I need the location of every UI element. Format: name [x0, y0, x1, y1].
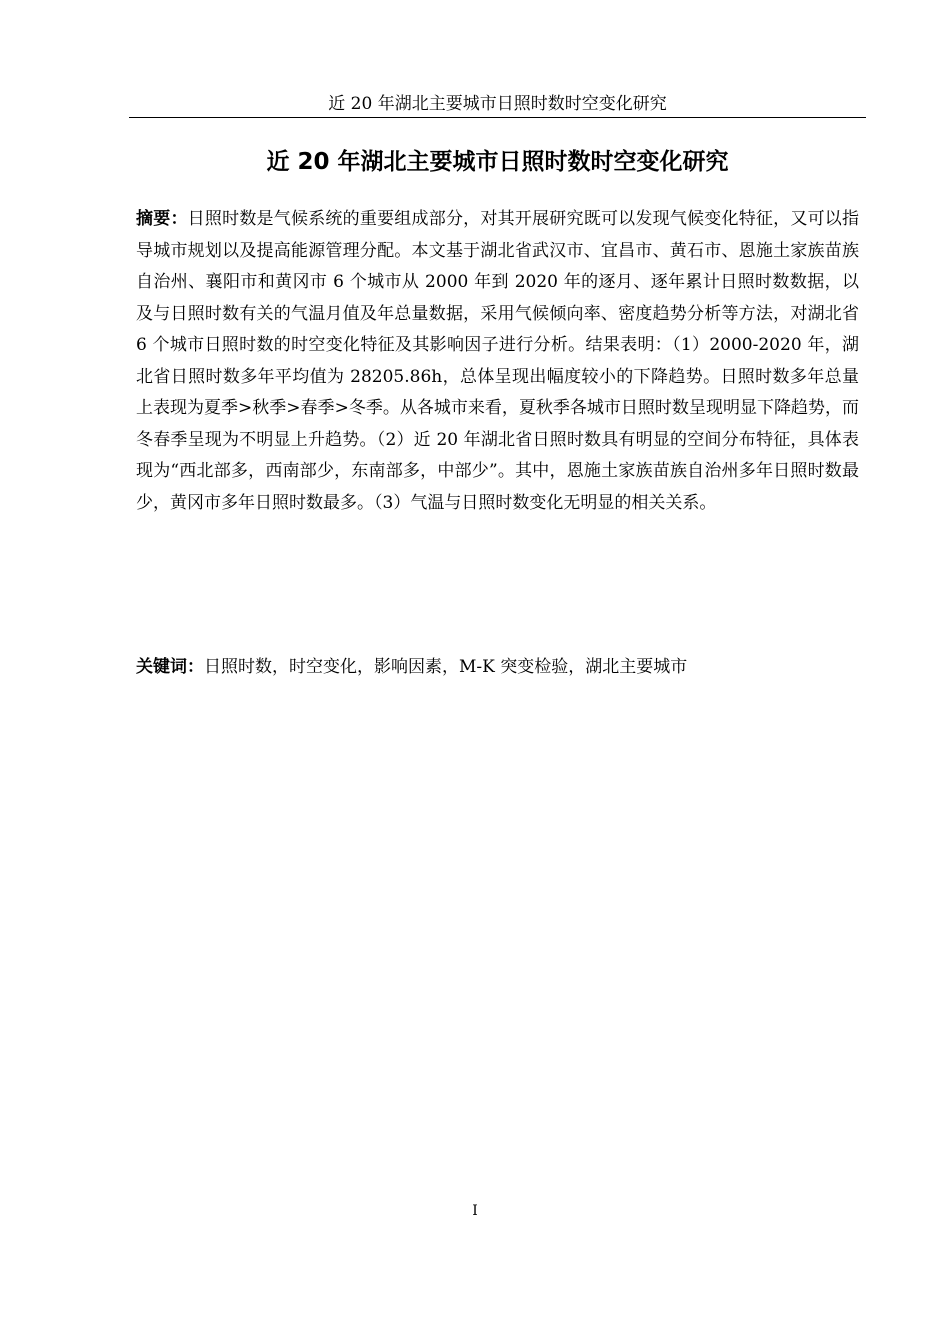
- keywords-label: 关键词：: [136, 657, 204, 677]
- abstract: [136, 204, 859, 519]
- abstract-text: 日照时数是气候系统的重要组成部分，对其开展研究既可以发现气候变化特征，又可以指导城市规划以及提高能源管理分配。本文基于湖北省武汉市、宜昌市、黄石市、恩施土家族苗族自治州、襄阳市和黄冈市 6 个城市从 2000 年到 2020 年的逐月、逐年累计日照时数数据，以及与日照时数有关的气温月值及年总量数据，采用气候倾向率、密度趋势分析等方法，对湖北省 6 个城市日照时数的时空变化特征及其影响因子进行分析。结果表明：（1）2000-2020 年，湖北省日照时数多年平均值为 28205.86h，总体呈现出幅度较小的下降趋势。日照时数多年总量上表现为夏季>秋季>春季>冬季。从各城市来看，夏秋季各城市日照时数呈现明显下降趋势，而冬春季呈现为不明显上升趋势。（2）近 20 年湖北省日照时数具有明显的空间分布特征，具体表现为“西北部多，西南部少，东南部多，中部少”。其中，恩施土家族苗族自治州多年日照时数最少，黄冈市多年日照时数最多。（3）气温与日照时数变化无明显的相关关系。: [136, 209, 860, 513]
- keywords-text: 日照时数，时空变化，影响因素，M-K 突变检验，湖北主要城市: [204, 657, 688, 677]
- running-header: 近 20 年湖北主要城市日照时数时空变化研究: [129, 92, 866, 118]
- keywords: [136, 652, 859, 684]
- document-title: 近 20 年湖北主要城市日照时数时空变化研究: [266, 149, 729, 175]
- page-number: I: [472, 1203, 478, 1219]
- abstract-label: 摘要：: [136, 209, 188, 229]
